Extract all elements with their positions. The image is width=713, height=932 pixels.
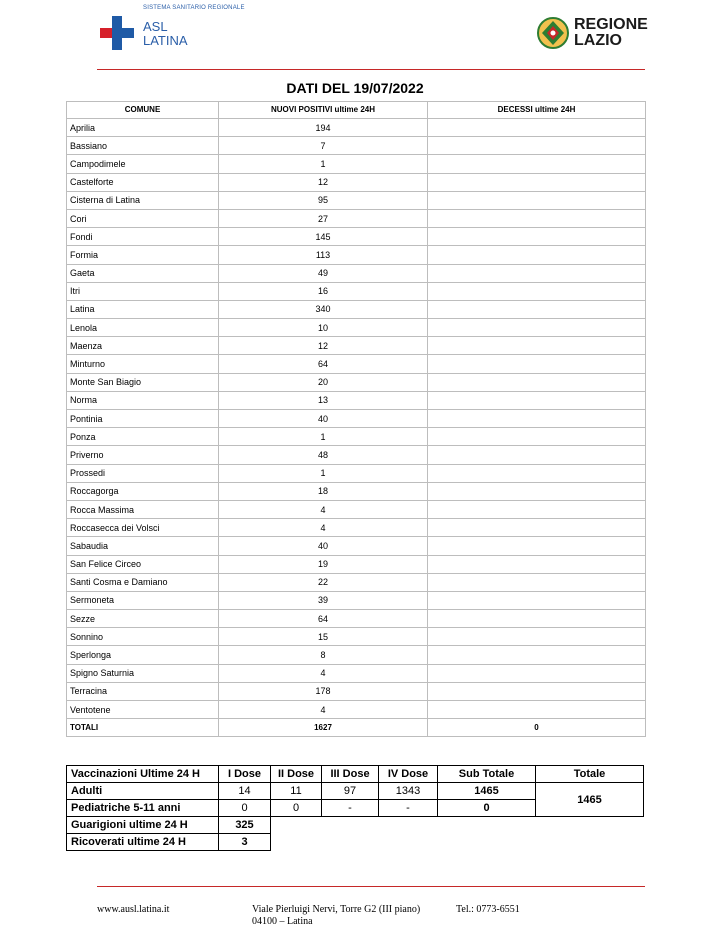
positivi-cell: 19: [219, 555, 428, 573]
table-row: [67, 628, 646, 646]
positivi-cell: 40: [219, 410, 428, 428]
decessi-cell: [428, 446, 646, 464]
ricoverati-row: [67, 834, 644, 851]
table-row: [67, 319, 646, 337]
vacc-header-dose3: III Dose: [322, 766, 379, 783]
vacc-pediatriche-dose1: 0: [219, 800, 271, 817]
comune-cell: Latina: [67, 300, 219, 318]
decessi-cell: [428, 664, 646, 682]
comune-cell: Terracina: [67, 682, 219, 700]
comune-cell: Santi Cosma e Damiano: [67, 573, 219, 591]
decessi-cell: [428, 464, 646, 482]
decessi-cell: [428, 628, 646, 646]
comune-cell: Sermoneta: [67, 591, 219, 609]
vacc-total: 1465: [536, 783, 644, 817]
decessi-cell: [428, 155, 646, 173]
comune-cell: Aprilia: [67, 119, 219, 137]
decessi-cell: [428, 682, 646, 700]
header-divider: [97, 69, 645, 70]
table-row: [67, 464, 646, 482]
table-row: [67, 573, 646, 591]
regione-lazio-text: [574, 17, 648, 49]
decessi-cell: [428, 282, 646, 300]
positivi-cell: 16: [219, 282, 428, 300]
table-row: [67, 610, 646, 628]
positivi-cell: 15: [219, 628, 428, 646]
positivi-cell: 113: [219, 246, 428, 264]
asl-name-line2: LATINA: [143, 33, 188, 48]
decessi-cell: [428, 482, 646, 500]
decessi-cell: [428, 391, 646, 409]
table-row: [67, 664, 646, 682]
vacc-pediatriche-dose2: 0: [271, 800, 322, 817]
positivi-cell: 4: [219, 500, 428, 518]
comune-cell: Sabaudia: [67, 537, 219, 555]
decessi-cell: [428, 410, 646, 428]
vacc-pediatriche-label: Pediatriche 5-11 anni: [67, 800, 219, 817]
comune-cell: Norma: [67, 391, 219, 409]
decessi-cell: [428, 337, 646, 355]
decessi-cell: [428, 610, 646, 628]
table-row: [67, 391, 646, 409]
guarigioni-row: [67, 817, 644, 834]
decessi-cell: [428, 137, 646, 155]
asl-cross-logo-icon: [100, 16, 134, 50]
decessi-cell: [428, 537, 646, 555]
decessi-cell: [428, 300, 646, 318]
vacc-adulti-dose3: 97: [322, 783, 379, 800]
decessi-cell: [428, 319, 646, 337]
comune-cell: Monte San Biagio: [67, 373, 219, 391]
vacc-adulti-dose2: 11: [271, 783, 322, 800]
footer-phone: Tel.: 0773-6551: [456, 904, 520, 915]
footer-divider: [97, 886, 645, 887]
decessi-cell: [428, 264, 646, 282]
decessi-cell: [428, 555, 646, 573]
positivi-cell: 4: [219, 519, 428, 537]
positivi-cell: 48: [219, 446, 428, 464]
table-row: [67, 137, 646, 155]
positivi-cell: 12: [219, 173, 428, 191]
table-row: [67, 173, 646, 191]
comune-cell: Sezze: [67, 610, 219, 628]
vacc-row-adulti: [67, 783, 644, 800]
decessi-cell: [428, 500, 646, 518]
positivi-cell: 18: [219, 482, 428, 500]
positivi-cell: 39: [219, 591, 428, 609]
comune-cell: Campodimele: [67, 155, 219, 173]
comune-cell: Rocca Massima: [67, 500, 219, 518]
table-header-row: [67, 102, 646, 119]
comune-cell: Spigno Saturnia: [67, 664, 219, 682]
table-row: [67, 228, 646, 246]
table-row: [67, 482, 646, 500]
table-row: [67, 282, 646, 300]
totals-row: [67, 719, 646, 737]
positivi-cell: 64: [219, 610, 428, 628]
table-row: [67, 591, 646, 609]
positivi-cell: 13: [219, 391, 428, 409]
positivi-cell: 1: [219, 155, 428, 173]
comune-cell: Maenza: [67, 337, 219, 355]
comune-cell: Priverno: [67, 446, 219, 464]
decessi-cell: [428, 519, 646, 537]
positivi-cell: 340: [219, 300, 428, 318]
table-row: [67, 446, 646, 464]
table-row: [67, 537, 646, 555]
vacc-header-dose2: II Dose: [271, 766, 322, 783]
table-row: [67, 209, 646, 227]
comune-cell: Sperlonga: [67, 646, 219, 664]
table-row: [67, 264, 646, 282]
regione-lazio-emblem-icon: [537, 17, 569, 49]
decessi-cell: [428, 173, 646, 191]
table-row: [67, 119, 646, 137]
table-row: [67, 337, 646, 355]
column-header-positivi: NUOVI POSITIVI ultime 24H: [219, 102, 428, 119]
positivi-cell: 20: [219, 373, 428, 391]
vacc-pediatriche-dose3: -: [322, 800, 379, 817]
vacc-adulti-subtotal: 1465: [438, 783, 536, 800]
table-row: [67, 519, 646, 537]
positivi-cell: 8: [219, 646, 428, 664]
ricoverati-label: Ricoverati ultime 24 H: [67, 834, 219, 851]
cases-table: [66, 101, 646, 737]
decessi-cell: [428, 701, 646, 719]
positivi-cell: 4: [219, 664, 428, 682]
table-row: [67, 500, 646, 518]
guarigioni-label: Guarigioni ultime 24 H: [67, 817, 219, 834]
asl-subtitle: SISTEMA SANITARIO REGIONALE: [143, 5, 245, 11]
table-row: [67, 555, 646, 573]
positivi-cell: 10: [219, 319, 428, 337]
comune-cell: Gaeta: [67, 264, 219, 282]
comune-cell: Pontinia: [67, 410, 219, 428]
comune-cell: Bassiano: [67, 137, 219, 155]
decessi-cell: [428, 209, 646, 227]
decessi-cell: [428, 646, 646, 664]
vacc-header-dose1: I Dose: [219, 766, 271, 783]
guarigioni-value: 325: [219, 817, 271, 834]
vaccinations-table: [66, 765, 644, 851]
vacc-header-label: Vaccinazioni Ultime 24 H: [67, 766, 219, 783]
comune-cell: Cori: [67, 209, 219, 227]
footer-website: www.ausl.latina.it: [97, 904, 170, 915]
comune-cell: Fondi: [67, 228, 219, 246]
table-row: [67, 246, 646, 264]
vacc-adulti-dose1: 14: [219, 783, 271, 800]
positivi-cell: 40: [219, 537, 428, 555]
vacc-header-row: [67, 766, 644, 783]
comune-cell: Itri: [67, 282, 219, 300]
table-row: [67, 428, 646, 446]
vacc-adulti-label: Adulti: [67, 783, 219, 800]
region-line2: LAZIO: [574, 32, 622, 49]
comune-cell: Minturno: [67, 355, 219, 373]
totals-label: TOTALI: [67, 719, 219, 737]
table-row: [67, 355, 646, 373]
comune-cell: Roccasecca dei Volsci: [67, 519, 219, 537]
positivi-cell: 4: [219, 701, 428, 719]
table-row: [67, 682, 646, 700]
page-header: [0, 0, 713, 70]
table-row: [67, 300, 646, 318]
column-header-comune: COMUNE: [67, 102, 219, 119]
asl-logo-text: [143, 20, 188, 48]
footer-address: [252, 904, 420, 928]
vacc-adulti-dose4: 1343: [379, 783, 438, 800]
positivi-cell: 95: [219, 191, 428, 209]
table-row: [67, 701, 646, 719]
table-row: [67, 373, 646, 391]
positivi-cell: 27: [219, 209, 428, 227]
totals-positivi: 1627: [219, 719, 428, 737]
page-title: DATI DEL 19/07/2022: [286, 80, 424, 96]
vacc-header-total: Totale: [536, 766, 644, 783]
decessi-cell: [428, 573, 646, 591]
table-row: [67, 410, 646, 428]
decessi-cell: [428, 191, 646, 209]
comune-cell: Formia: [67, 246, 219, 264]
vacc-pediatriche-dose4: -: [379, 800, 438, 817]
comune-cell: Lenola: [67, 319, 219, 337]
comune-cell: Roccagorga: [67, 482, 219, 500]
decessi-cell: [428, 119, 646, 137]
asl-name-line1: ASL: [143, 19, 168, 34]
positivi-cell: 1: [219, 428, 428, 446]
decessi-cell: [428, 355, 646, 373]
vacc-header-dose4: IV Dose: [379, 766, 438, 783]
footer-address-line1: Viale Pierluigi Nervi, Torre G2 (III piano): [252, 904, 421, 915]
positivi-cell: 22: [219, 573, 428, 591]
positivi-cell: 7: [219, 137, 428, 155]
decessi-cell: [428, 428, 646, 446]
positivi-cell: 1: [219, 464, 428, 482]
comune-cell: San Felice Circeo: [67, 555, 219, 573]
positivi-cell: 49: [219, 264, 428, 282]
vacc-header-subtotal: Sub Totale: [438, 766, 536, 783]
table-row: [67, 646, 646, 664]
comune-cell: Prossedi: [67, 464, 219, 482]
totals-decessi: 0: [428, 719, 646, 737]
positivi-cell: 12: [219, 337, 428, 355]
vacc-pediatriche-subtotal: 0: [438, 800, 536, 817]
comune-cell: Ponza: [67, 428, 219, 446]
table-row: [67, 155, 646, 173]
footer-address-line2: 04100 – Latina: [252, 916, 313, 927]
table-row: [67, 191, 646, 209]
column-header-decessi: DECESSI ultime 24H: [428, 102, 646, 119]
positivi-cell: 178: [219, 682, 428, 700]
positivi-cell: 64: [219, 355, 428, 373]
ricoverati-value: 3: [219, 834, 271, 851]
comune-cell: Sonnino: [67, 628, 219, 646]
positivi-cell: 194: [219, 119, 428, 137]
region-line1: REGIONE: [574, 16, 648, 33]
decessi-cell: [428, 591, 646, 609]
comune-cell: Castelforte: [67, 173, 219, 191]
decessi-cell: [428, 246, 646, 264]
decessi-cell: [428, 228, 646, 246]
comune-cell: Ventotene: [67, 701, 219, 719]
positivi-cell: 145: [219, 228, 428, 246]
comune-cell: Cisterna di Latina: [67, 191, 219, 209]
decessi-cell: [428, 373, 646, 391]
